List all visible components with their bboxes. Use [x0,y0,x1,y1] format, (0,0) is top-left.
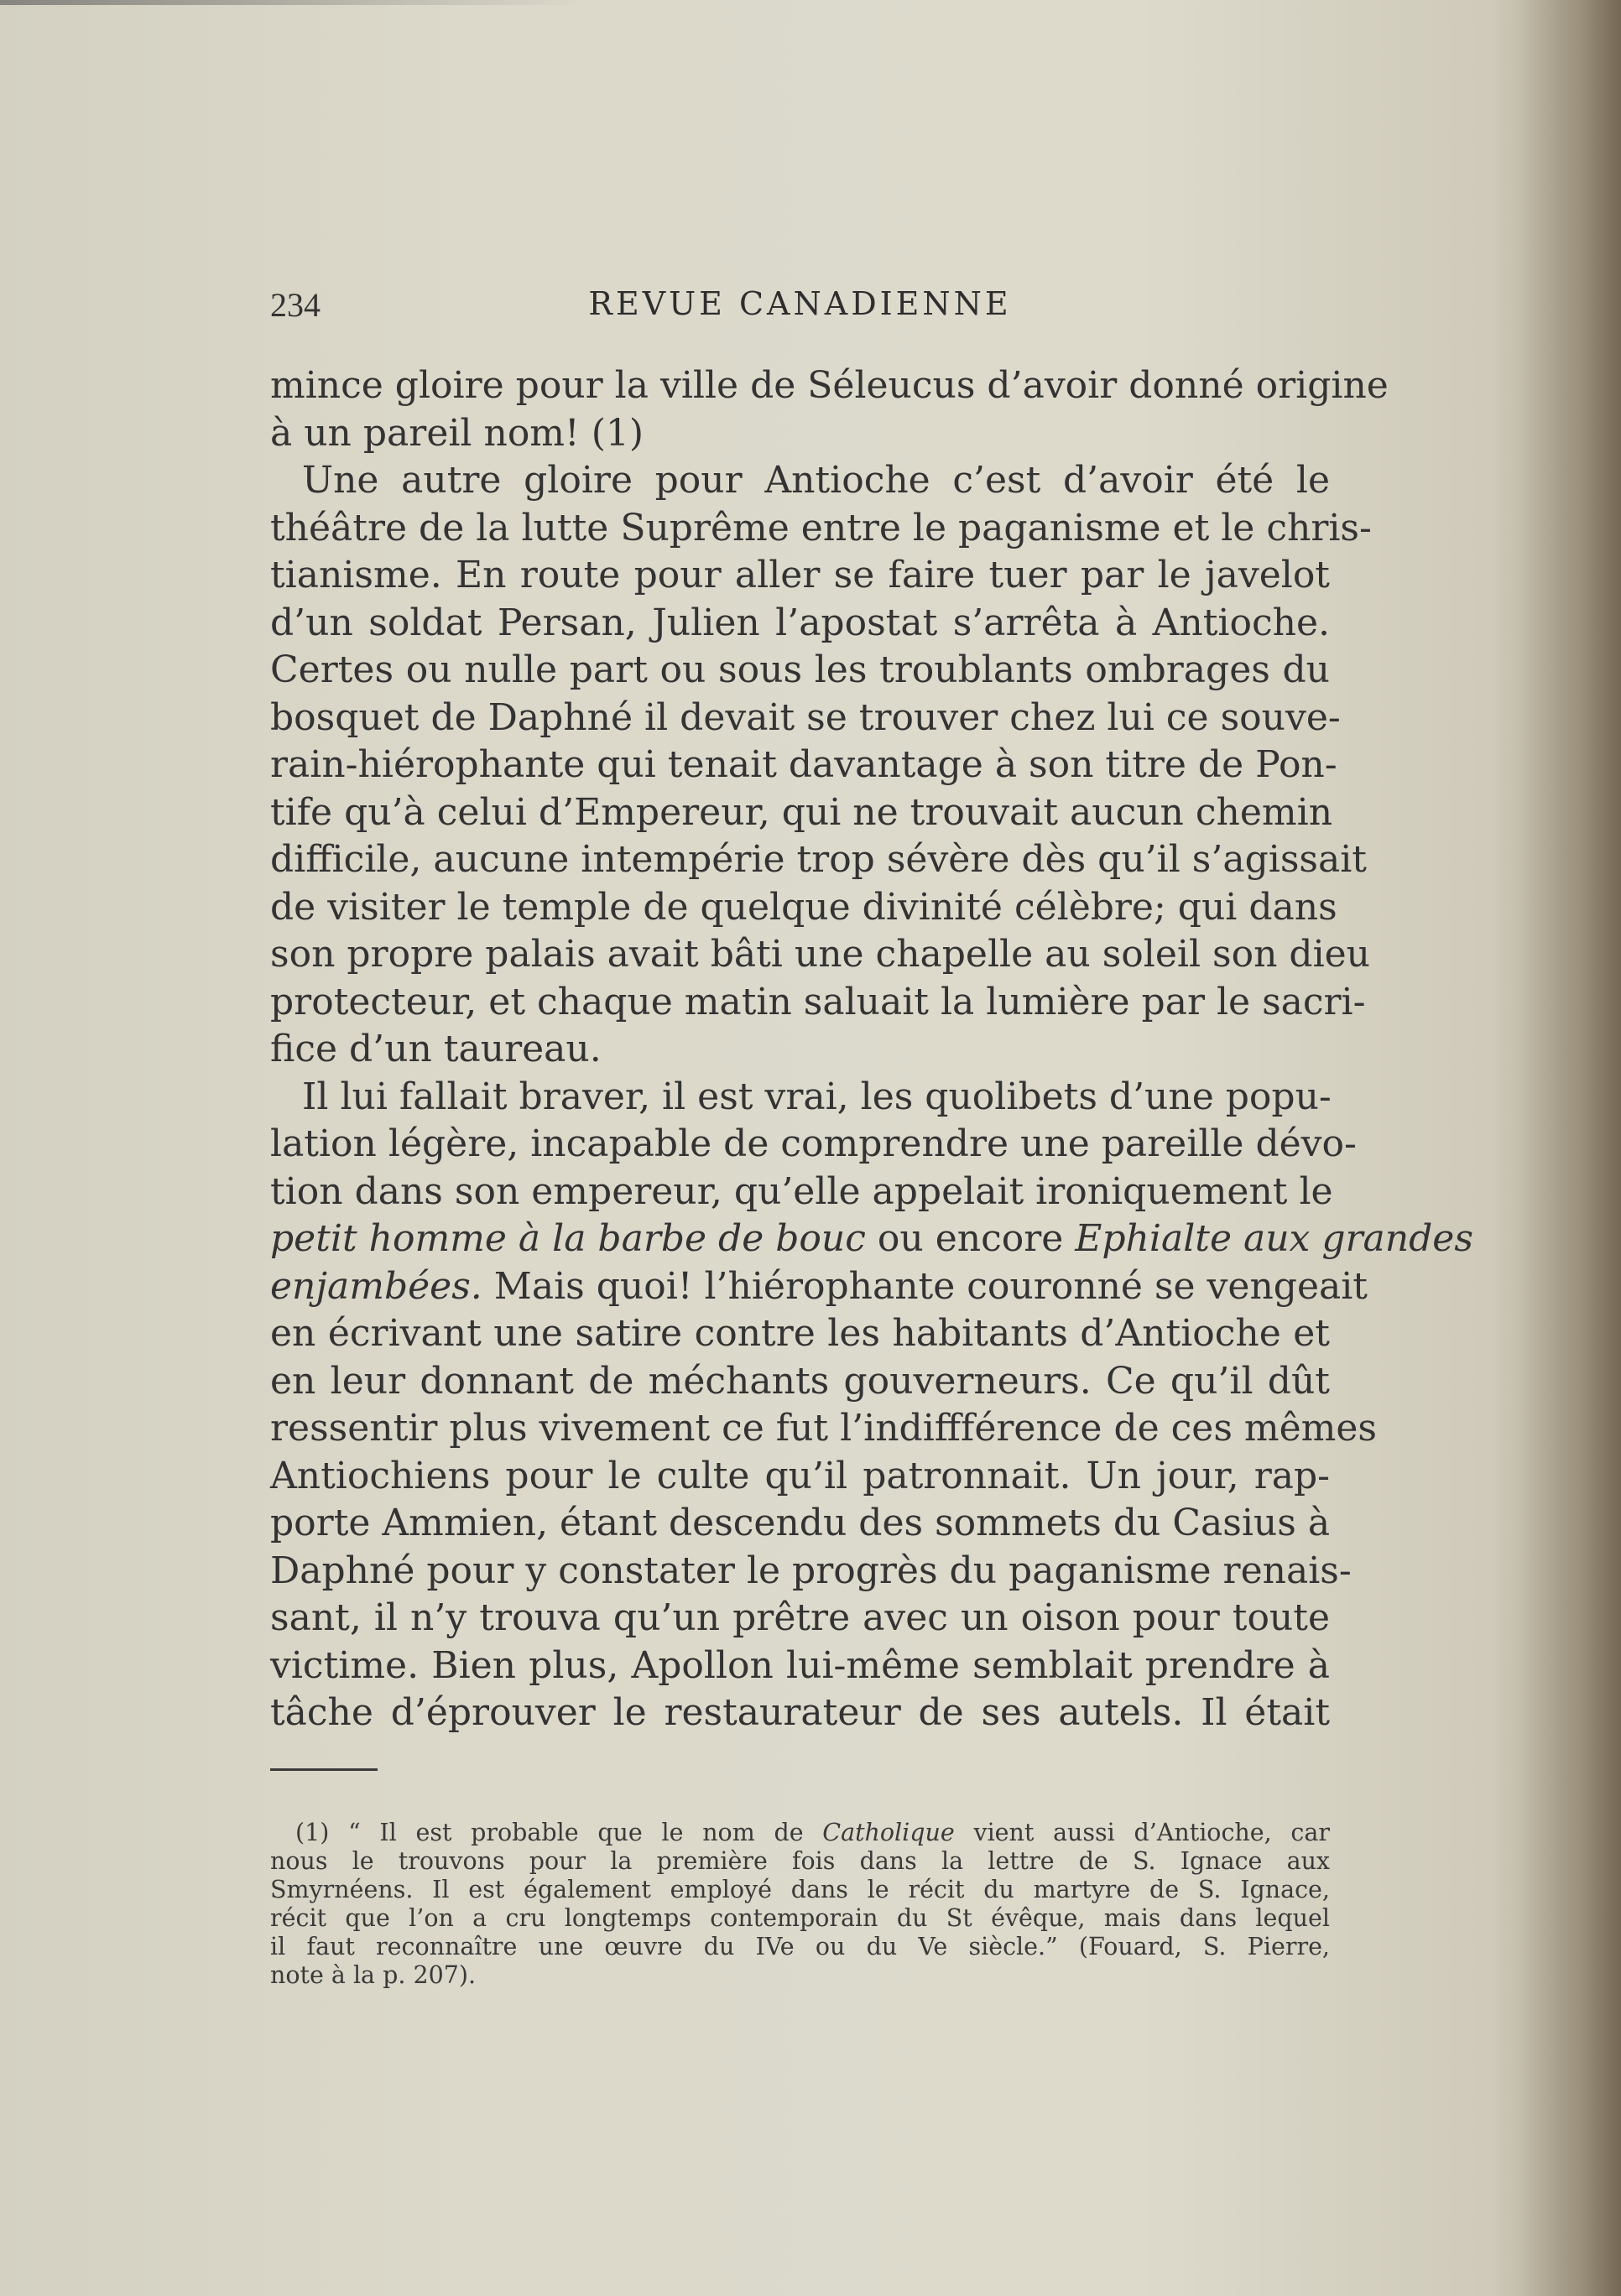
text-line: tianisme. En route pour aller se faire tuer par le javelot [270,554,1330,596]
italic-phrase: petit homme à la barbe de bouc [270,1217,866,1260]
footnote-line [270,1819,1330,1847]
text-line: porte Ammien, étant descendu des sommets du Casius à [270,1502,1331,1544]
paragraph-2 [270,457,1372,1074]
text-line: en écrivant une satire contre les habitants d’Antioche et [270,1312,1330,1355]
text-line: son propre palais avait bâti une chapelle au soleil son dieu [270,933,1371,976]
paragraph-3 [270,1074,1473,1737]
text-line: tion dans son empereur, qu’elle appelait ironiquement le [270,1169,1333,1213]
text-line: difficile, aucune intempérie trop sévère dès qu’il s’agissait [270,838,1367,881]
footnote-reference: (1) [591,411,644,455]
text-line: en leur donnant de méchants gouverneurs. Ce qu’il dût [270,1359,1330,1403]
text-span: Mais quoi! l’hiérophante couronné se vengeait [482,1264,1368,1308]
text-span: (1) “ Il est probable que le nom de [295,1819,823,1846]
italic-phrase: Ephialte aux grandes [1075,1217,1473,1260]
text-line: Daphné pour y constater le progrès du paganisme renais- [270,1549,1352,1592]
text-line: tâche d’éprouver le restaurateur de ses autels. Il était [270,1691,1330,1734]
text-line [270,410,1330,458]
text-span: ou encore [865,1217,1076,1260]
italic-phrase: enjambées. [270,1264,482,1308]
page-binding-shadow [1520,0,1621,2296]
page-top-shadow [0,0,587,5]
footnote [270,1819,1330,1990]
italic-phrase: Catholique [822,1819,955,1846]
footnote-line: récit que l’on a cru longtemps contemporain du St évêque, mais dans lequel [270,1904,1330,1932]
text-span: à un pareil nom! [270,411,592,455]
page-number: 234 [270,286,321,324]
text-line: sant, il n’y trouva qu’un prêtre avec un oison pour toute [270,1596,1330,1639]
body-text [270,362,1473,1737]
text-line: protecteur, et chaque matin saluait la lumière par le sacri- [270,980,1366,1023]
text-line: victime. Bien plus, Apollon lui-même semblait prendre à [270,1643,1330,1687]
text-line: lation légère, incapable de comprendre une pareille dévo- [270,1122,1357,1165]
text-line: d’un soldat Persan, Julien l’apostat s’arrêta à Antioche. [270,601,1330,644]
footnote-line: nous le trouvons pour la première fois dans la lettre de S. Ignace aux [270,1847,1330,1875]
footnote-line: Smyrnéens. Il est également employé dans le récit du martyre de S. Ignace, [270,1876,1330,1903]
text-line: mince gloire pour la ville de Séleucus d’avoir donné origine [270,364,1389,407]
text-line [270,1263,1368,1311]
text-line: fice d’un taureau. [270,1028,602,1070]
paragraph-1 [270,362,1389,457]
page-header [270,285,1330,336]
footnote-separator [270,1768,378,1771]
text-line: Il lui fallait braver, il est vrai, les quolibets d’une popu- [302,1075,1332,1118]
text-line: tife qu’à celui d’Empereur, qui ne trouvait aucun chemin [270,790,1333,834]
footnote-line: note à la p. 207). [270,1961,477,1989]
text-line: ressentir plus vivement ce fut l’indiffférence de ces mêmes [270,1407,1377,1450]
text-line: Antiochiens pour le culte qu’il patronnait. Un jour, rap- [270,1454,1330,1497]
text-span: vient aussi d’Antioche, car [954,1819,1330,1846]
text-line: rain-hiérophante qui tenait davantage à son titre de Pon- [270,743,1337,786]
text-line: Certes ou nulle part ou sous les troublants ombrages du [270,648,1330,691]
running-title: REVUE CANADIENNE [588,285,1012,322]
text-line [270,1216,1473,1263]
text-line: de visiter le temple de quelque divinité célèbre; qui dans [270,885,1337,929]
footnote-line: il faut reconnaître une œuvre du IVe ou du Ve siècle.” (Fouard, S. Pierre, [270,1933,1330,1960]
text-line: bosquet de Daphné il devait se trouver chez lui ce souve- [270,695,1341,739]
text-line: Une autre gloire pour Antioche c’est d’avoir été le [302,459,1330,502]
text-line: théâtre de la lutte Suprême entre le paganisme et le chris- [270,506,1372,549]
